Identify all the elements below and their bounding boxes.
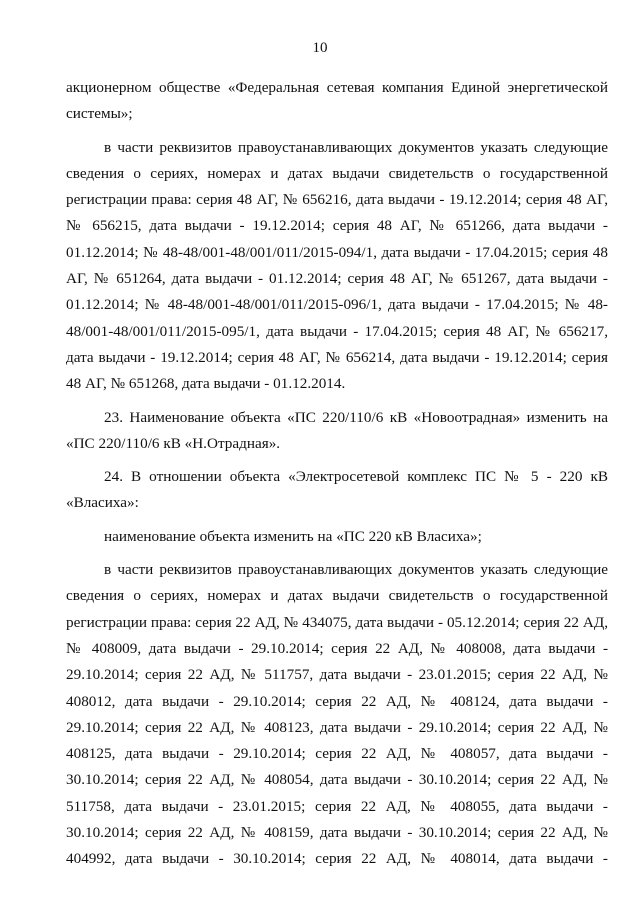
paragraph-item-23: 23. Наименование объекта «ПС 220/110/6 кВ «Новоотрадная» изменить на «ПС 220/110/6 кВ «Н.Отрадная».	[66, 408, 608, 452]
paragraph-company-name: акционерном обществе «Федеральная сетевая компания Единой энергетической системы»;	[66, 79, 608, 123]
page-number: 10	[312, 40, 328, 56]
document-body	[66, 75, 608, 873]
paragraph-documents-22: в части реквизитов правоустанавливающих документов указать следующие сведения о сериях, номерах и датах выдачи свидетельств о государственной регистрации права: серия 22 АД, № 434075, дата выдачи - 05.12.2014; серия 22 АД, № 408009, дата выдачи - 29.10.2014; серия 22 АД, № 408008, дата выдачи - 29.10.2014; серия 22 АД, № 511757, дата выдачи - 23.01.2015; серия 22 АД, № 408012, дата выдачи - 29.10.2014; серия 22 АД, № 408124, дата выдачи - 29.10.2014; серия 22 АД, № 408123, дата выдачи - 29.10.2014; серия 22 АД, № 408125, дата выдачи - 29.10.2014; серия 22 АД, № 408057, дата выдачи - 30.10.2014; серия 22 АД, № 408054, дата выдачи - 30.10.2014; серия 22 АД, № 511758, дата выдачи - 23.01.2015; серия 22 АД, № 408055, дата выдачи - 30.10.2014; серия 22 АД, № 408159, дата выдачи - 30.10.2014; серия 22 АД, № 404992, дата выдачи - 30.10.2014; серия 22 АД, № 408014, дата выдачи -	[66, 561, 608, 868]
paragraph-item-24: 24. В отношении объекта «Электросетевой комплекс ПС № 5 - 220 кВ «Власиха»:	[66, 468, 608, 512]
paragraph-rename-object: наименование объекта изменить на «ПС 220 кВ Власиха»;	[104, 527, 482, 545]
paragraph-documents-48: в части реквизитов правоустанавливающих документов указать следующие сведения о сериях, номерах и датах выдачи свидетельств о государственной регистрации права: серия 48 АГ, № 656216, дата выдачи - 19.12.2014; серия 48 АГ, № 656215, дата выдачи - 19.12.2014; серия 48 АГ, № 651266, дата выдачи - 01.12.2014; № 48-48/001-48/001/011/2015-094/1, дата выдачи - 17.04.2015; серия 48 АГ, № 651264, дата выдачи - 01.12.2014; серия 48 АГ, № 651267, дата выдачи - 01.12.2014; № 48-48/001-48/001/011/2015-096/1, дата выдачи - 17.04.2015; № 48-48/001-48/001/011/2015-095/1, дата выдачи - 17.04.2015; серия 48 АГ, № 656217, дата выдачи - 19.12.2014; серия 48 АГ, № 656214, дата выдачи - 19.12.2014; серия 48 АГ, № 651268, дата выдачи - 01.12.2014.	[66, 138, 608, 393]
